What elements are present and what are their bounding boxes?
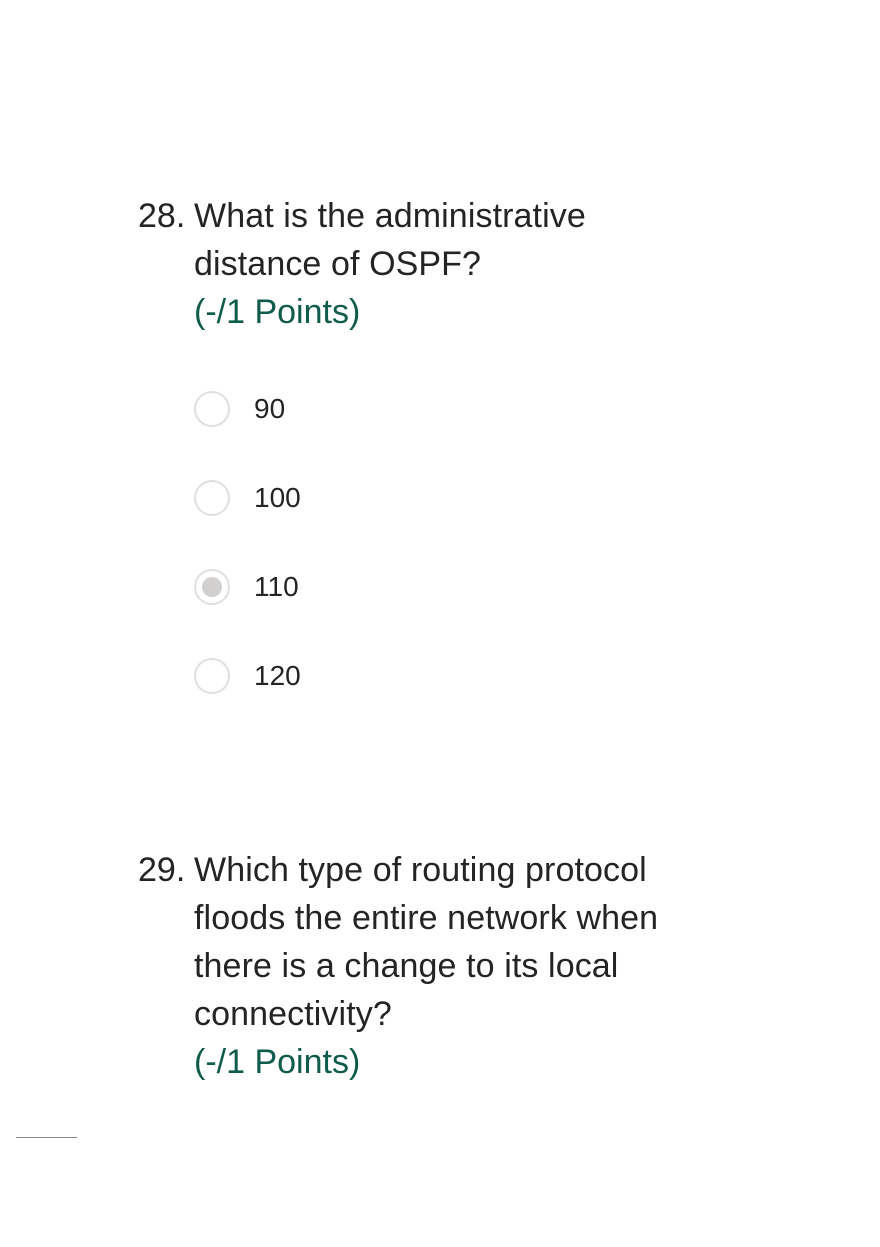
radio-button[interactable] xyxy=(194,658,230,694)
option-label: 120 xyxy=(254,659,301,691)
question-header xyxy=(138,846,758,1086)
question-body xyxy=(194,846,758,1086)
question-text: Which type of routing protocol floods the entire network when there is a change to its local connectivity? xyxy=(194,851,659,1033)
option-label: 110 xyxy=(254,570,299,602)
question-body xyxy=(194,192,758,720)
option-90[interactable] xyxy=(194,364,758,453)
option-110[interactable] xyxy=(194,542,758,631)
question-text: What is the administrative distance of OSPF? xyxy=(194,197,586,283)
question-number: 28. xyxy=(138,197,186,235)
option-label: 90 xyxy=(254,392,286,424)
question-29 xyxy=(138,846,758,1086)
question-28 xyxy=(138,192,758,720)
option-label: 100 xyxy=(254,481,301,513)
option-120[interactable] xyxy=(194,631,758,720)
question-header xyxy=(138,192,758,720)
radio-button-selected[interactable] xyxy=(194,569,230,605)
question-points: (-/1 Points) xyxy=(194,293,361,331)
radio-button[interactable] xyxy=(194,391,230,427)
question-number: 29. xyxy=(138,851,186,889)
answer-options xyxy=(194,364,758,720)
radio-button[interactable] xyxy=(194,480,230,516)
question-points: (-/1 Points) xyxy=(194,1043,361,1081)
footer-divider xyxy=(16,1137,77,1138)
option-100[interactable] xyxy=(194,453,758,542)
